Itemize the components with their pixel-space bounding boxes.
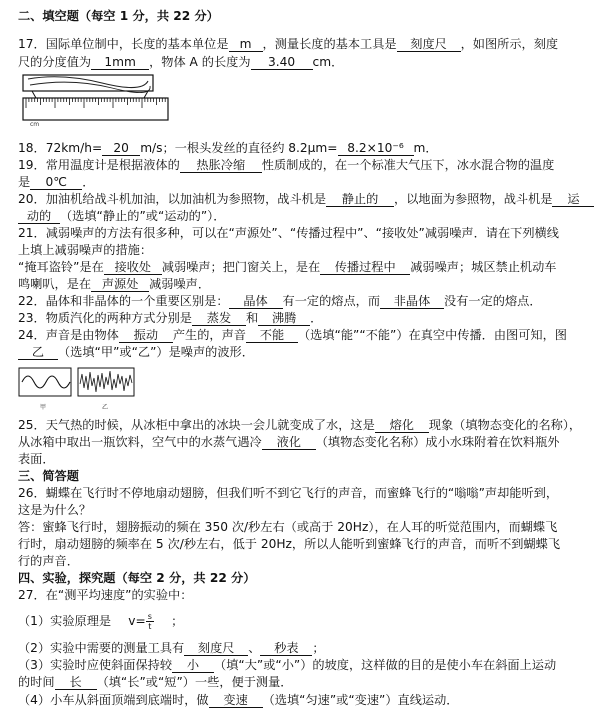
- answer-22-1: 晶体: [229, 294, 283, 309]
- question-27-sub3-cont: 的时间 长 （填“长”或“短”）一些，便于测量．: [18, 675, 293, 689]
- answer-26-line2: 行时，扇动翅膀的频率在 5 次/秒左右，低于 20Hz，所以人能听到蜜蜂飞行的声音，而听不到蝴蝶飞: [18, 537, 561, 551]
- question-27-sub3: （3）实验时应使斜面保持较 小 （填“大”或“小”）的坡度，这样做的目的是使小车在斜面上运动: [18, 658, 557, 672]
- answer-27-3a: 小: [172, 658, 214, 673]
- question-17: 17．国际单位制中，长度的基本单位是 m ，测量长度的基本工具是 刻度尺 ，如图所示，刻度: [18, 37, 559, 51]
- answer-21-3: 声源处: [91, 277, 149, 292]
- answer-23-2: 沸腾: [258, 311, 310, 326]
- waveform-figure: [18, 366, 148, 414]
- formula-numerator: s: [147, 612, 152, 621]
- formula-fraction: [146, 612, 154, 631]
- answer-27-1: [111, 610, 171, 632]
- answer-21-1: 接收处: [104, 260, 162, 275]
- answer-27-3b: 长: [55, 675, 97, 690]
- waveform-image: [18, 366, 148, 406]
- question-19: 19．常用温度计是根据液体的 热胀冷缩 性质制成的，在一个标准大气压下，冰水混合物的温度: [18, 158, 555, 172]
- question-27-sub1: （1）实验原理是 v= $\frac{s}{t}$ ；: [18, 612, 184, 631]
- question-21-line4: 鸣喇叭，是在 声源处 减弱噪声．: [18, 277, 211, 291]
- answer-26-line1: 答：蜜蜂飞行时，翅膀振动的频在 350 次/秒左右（或高于 20Hz），在人耳的听觉范围内，而蝴蝶飞: [18, 520, 558, 534]
- answer-17-3: 1mm: [91, 55, 149, 70]
- answer-17-1: m: [229, 37, 263, 52]
- question-25: 25．天气热的时候，从冰柜中拿出的冰块一会儿就变成了水，这是 熔化 现象（填物态变化的名称），: [18, 418, 582, 432]
- answer-23-1: 蒸发: [192, 311, 246, 326]
- question-27-sub4: （4）小车从斜面顶端到底端时，做 变速 （选填“匀速”或“变速”）直线运动．: [18, 693, 459, 707]
- answer-24-3: 乙: [18, 345, 58, 360]
- answer-27-2b: 秒表: [260, 641, 312, 656]
- question-20-cont: 动的 （选填“静止的”或“运动的”）．: [18, 208, 602, 225]
- question-26: 26．蝴蝶在飞行时不停地扇动翅膀，但我们听不到它飞行的声音，而蜜蜂飞行的“嗡嗡”声却能听到，: [18, 486, 559, 500]
- question-22: 22．晶体和非晶体的一个重要区别是： 晶体 有一定的熔点，而 非晶体 没有一定的熔点．: [18, 294, 542, 308]
- question-21-cont: 上填上减弱噪声的措施：: [18, 243, 153, 257]
- waveform-label-jia: 甲: [40, 404, 47, 411]
- answer-27-4: 变速: [209, 693, 263, 708]
- section-heading-experiment: 四、实验，探究题（每空 2 分，共 22 分）: [18, 571, 256, 585]
- answer-19-2: 0℃: [30, 175, 82, 190]
- question-27: 27．在“测平均速度”的实验中：: [18, 588, 193, 602]
- formula-v: v=: [128, 614, 146, 628]
- question-24: 24．声音是由物体 振动 产生的，声音 不能 （选填“能”“不能”）在真空中传播．由图可知，图: [18, 328, 567, 342]
- question-19-cont: 是 0℃ ．: [18, 175, 95, 189]
- answer-17-2: 刻度尺: [397, 37, 461, 52]
- answer-17-4: 3.40: [251, 55, 313, 70]
- answer-24-1: 振动: [119, 328, 173, 343]
- question-21: 21．减弱噪声的方法有很多种，可以在“声源处”、“传播过程中”、“接收处”减弱噪声．请在下列横线: [18, 226, 559, 240]
- ruler-unit-label: cm: [30, 121, 40, 128]
- formula-denominator: t: [148, 622, 152, 631]
- answer-24-2: 不能: [246, 328, 298, 343]
- answer-25-1: 熔化: [375, 418, 429, 433]
- answer-18-2: 8.2×10⁻⁶: [338, 141, 414, 156]
- answer-25-2: 液化: [262, 435, 316, 450]
- question-21-line3: “掩耳盗铃”是在 接收处 减弱噪声；把门窗关上，是在 传播过程中 减弱噪声；城区禁止机动车: [18, 260, 557, 274]
- answer-22-2: 非晶体: [380, 294, 444, 309]
- question-24-cont: 乙 （选填“甲”或“乙”）是噪声的波形．: [18, 344, 602, 361]
- answer-26-line3: 行的声音．: [18, 554, 79, 568]
- ruler-image: [22, 74, 172, 128]
- question-20: 20．加油机给战斗机加油，以加油机为参照物，战斗机是 静止的 ，以地面为参照物，战斗机是 运: [18, 191, 602, 208]
- question-18: 18．72km/h= 20 m/s；一根头发丝的直径约 8.2μm= 8.2×10⁻⁶ m．: [18, 141, 438, 155]
- answer-20-1: 静止的: [326, 192, 394, 207]
- ruler-figure: [22, 74, 172, 128]
- section-heading-short-answer: 三、简答题: [18, 469, 79, 483]
- waveform-label-yi: 乙: [102, 404, 109, 411]
- question-25-cont: 从冰箱中取出一瓶饮料，空气中的水蒸气遇冷 液化 （填物态变化名称）成小水珠附着在饮料瓶外: [18, 435, 560, 449]
- answer-21-2: 传播过程中: [320, 260, 410, 275]
- question-27-sub2: （2）实验中需要的测量工具有 刻度尺 、 秒表 ；: [18, 641, 325, 655]
- section-heading-fill-in: 二、填空题（每空 1 分，共 22 分）: [18, 9, 219, 23]
- answer-20-2b: 动的: [18, 209, 60, 224]
- question-25-line3: 表面．: [18, 452, 55, 466]
- question-26-cont: 这是为什么？: [18, 503, 92, 517]
- answer-19-1: 热胀冷缩: [180, 158, 262, 173]
- question-17-cont: 尺的分度值为 1mm ，物体 A 的长度为 3.40 cm．: [18, 55, 344, 69]
- question-23: 23．物质汽化的两种方式分别是 蒸发 和 沸腾 ．: [18, 311, 323, 325]
- answer-27-2a: 刻度尺: [184, 641, 248, 656]
- answer-18-1: 20: [102, 141, 140, 156]
- answer-20-2a: 运: [552, 192, 594, 207]
